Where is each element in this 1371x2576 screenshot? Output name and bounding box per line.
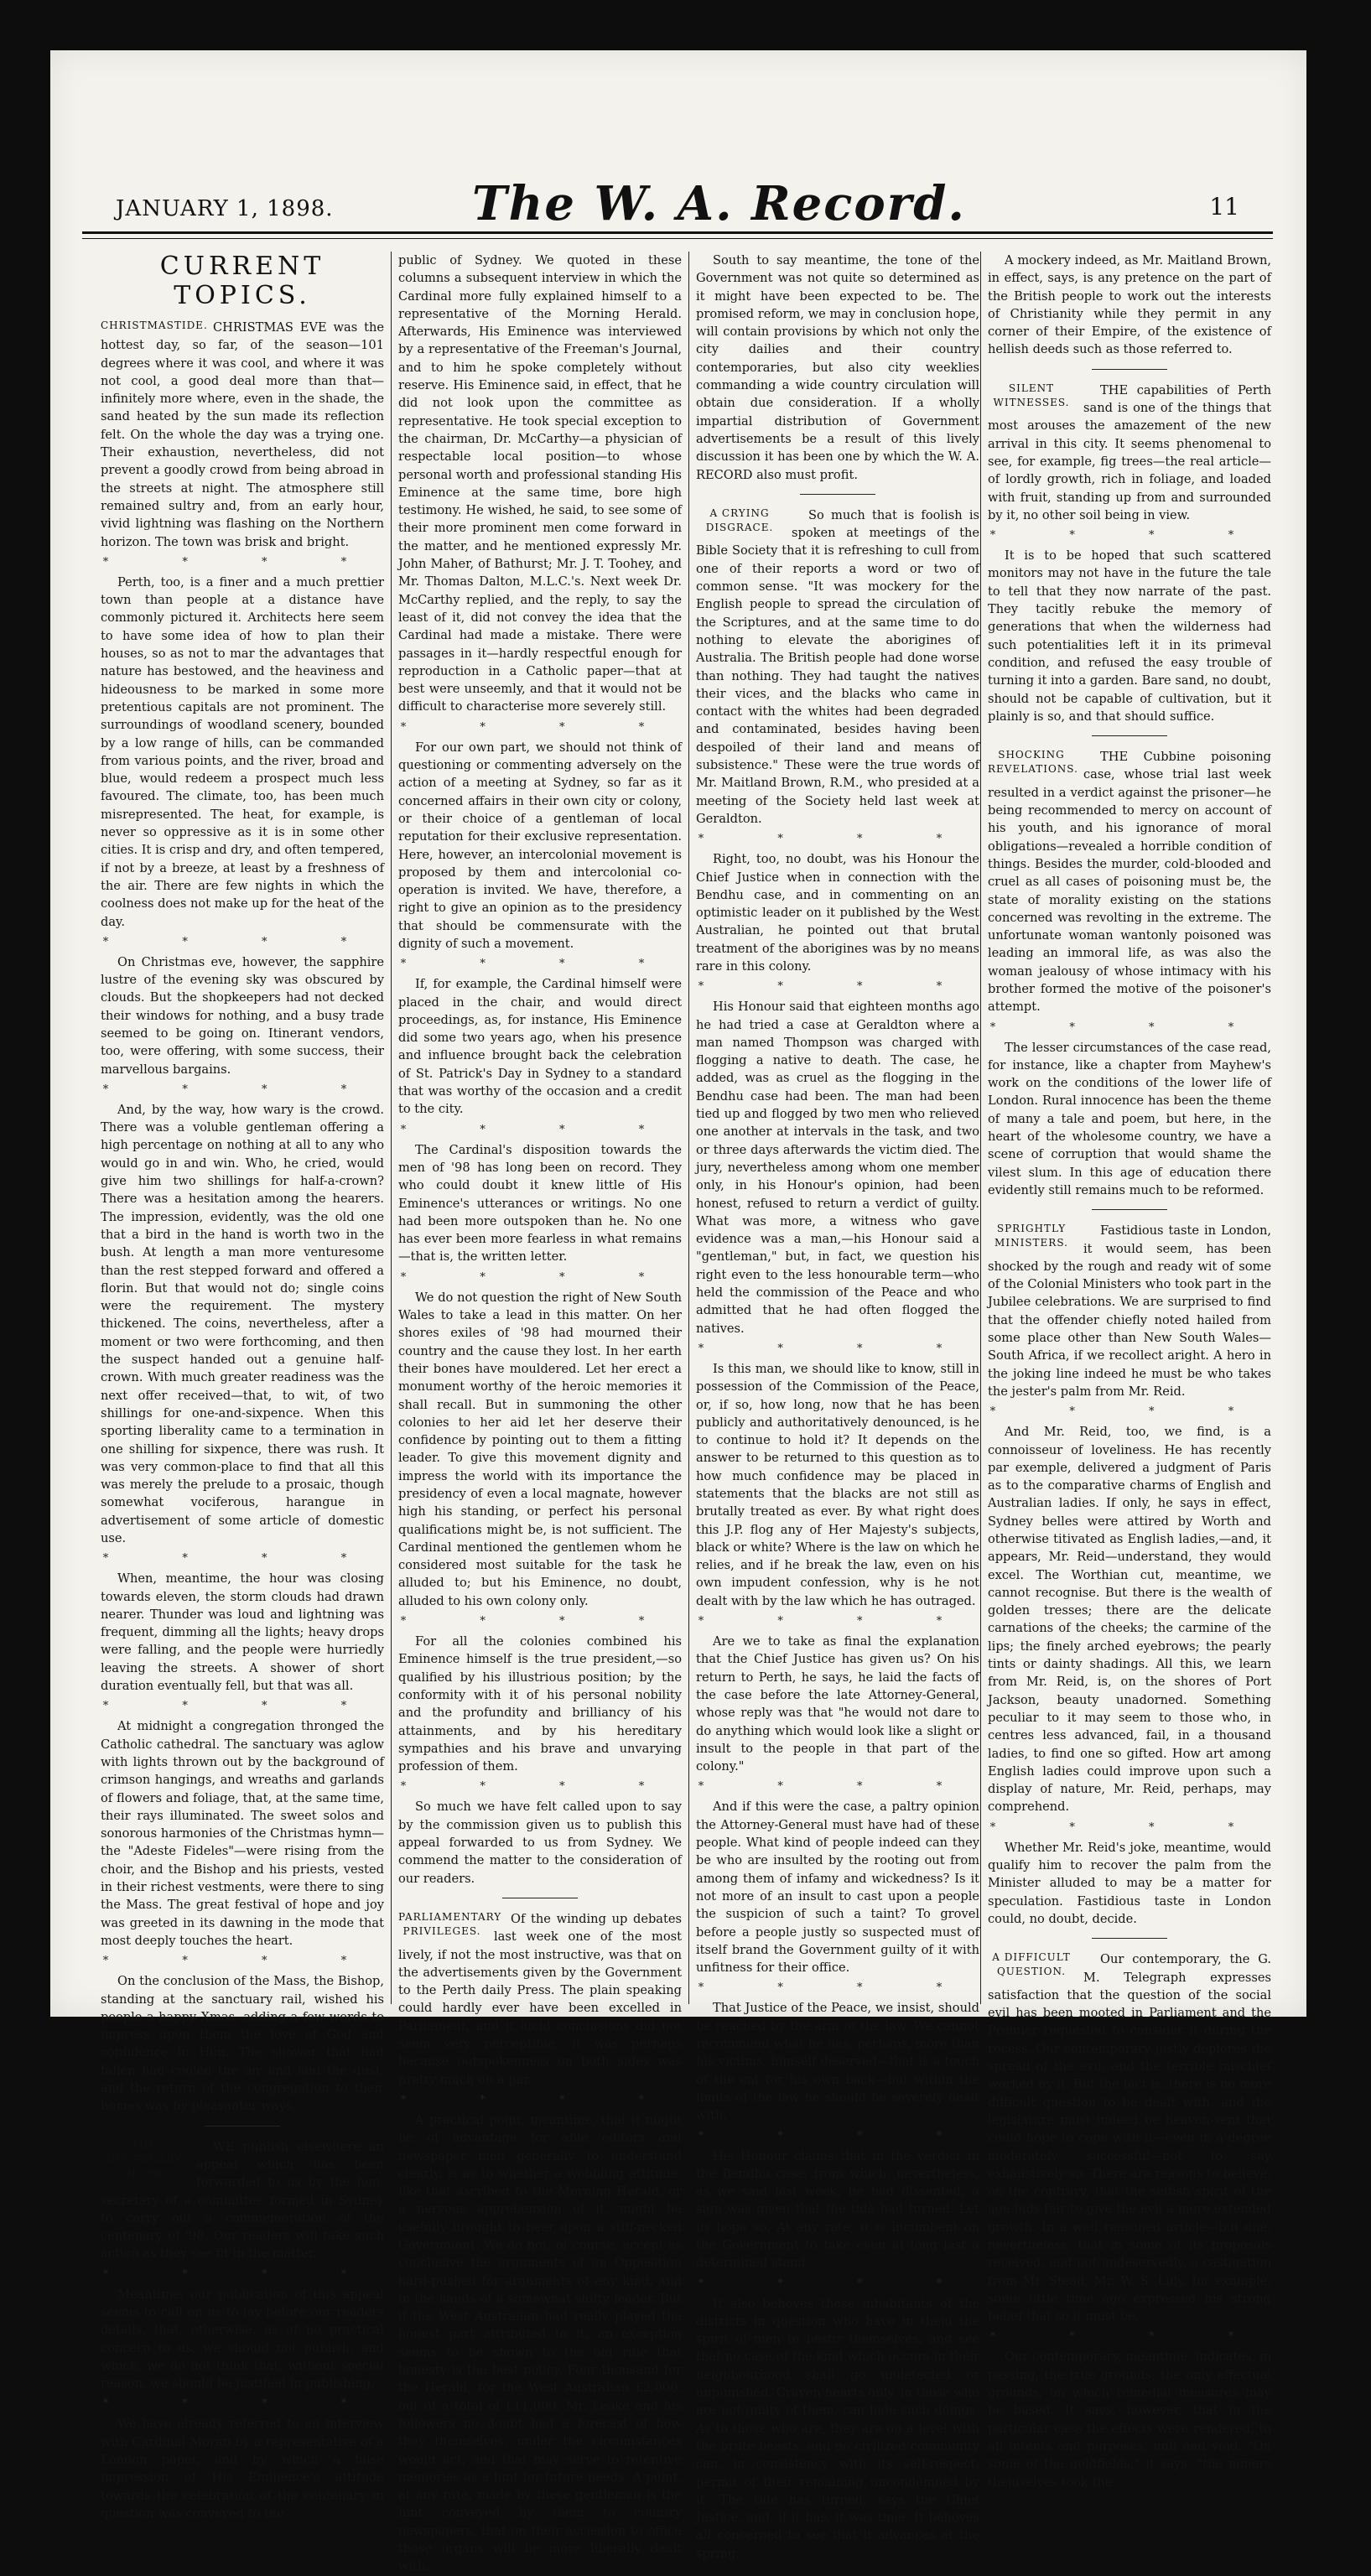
column-3 — [696, 252, 979, 2561]
section-separator: * * * * — [698, 1342, 978, 1355]
section-separator: * * * * — [698, 2277, 978, 2290]
article-rule — [1092, 1938, 1167, 1939]
sidenote-crying-disgrace: A CRYING DISGRACE. — [705, 506, 774, 533]
paragraph: So much we have felt called upon to say by the commission given us to publish this appeal forwarded to us from Sydney. We commend the matter to the consideration of our readers. — [398, 1800, 682, 1886]
paragraph: THE Cubbine poisoning case, whose trial last week resulted in a verdict against the prisoner—he being recommended to mercy on account of his youth, and his ignorance of moral obligations—revealed a horrible condition of things. Besides the murder, cold-blooded and cruel as all cases of poisoning must be, the state of morality existing on the stations concerned was revolting in the extreme. The unfortunate woman wantonly poisoned was leading an immoral life, as was also the woman jealousy of whose intimacy with his brother formed the motive of the poisoner's attempt. — [988, 750, 1271, 1015]
masthead — [82, 176, 1273, 234]
paragraph: Fastidious taste in London, it would seem, has been shocked by the rough and ready wit of some of the Colonial Ministers who took part in the Jubilee celebrations. We are surprised to find that the offender chiefly noted hailed from some place other than New South Wales—South Africa, if we recollect aright. A hero in the joking line indeed he must be who takes the jester's palm from Mr. Reid. — [988, 1223, 1271, 1399]
paragraph: Perth, too, is a finer and a much prettier town than people at a distance have commonly pictured it. Architects here seem to have some idea of how to plan their houses, so as not to mar the advantages that nature has bestowed, and the heaviness and hideousness to be marked in some more pretentious capitals are not prominent. The surroundings of woodland scenery, bounded by a low range of hills, can be commanded from various points, and the river, broad and blue, would redeem a prospect much less favoured. The climate, too, has been much misrepresented. The heat, for example, is never so oppressive as it is in some other cities. It is crisp and dry, and often tempered, if not by a breeze, at least by a freshness of the air. There are few nights in which the coolness does not make up for the heat of the day. — [101, 574, 384, 929]
paragraph: A mockery indeed, as Mr. Maitland Brown, in effect, says, is any pretence on the part of the British people to work out the interests of Christianity while they permit in any corner of their Empire, of the existence of hellish deeds such as those referred to. — [988, 253, 1271, 357]
paragraph: A practical point, meantime, that it might be of advantage for able editors and newspaper men generally to understand clearly, is as to whether a wobbling attitude, like that ascribed to the Morning Herald, or a nervous apprehension of it, might be usefully brought to bear upon a stiff-necked Government. We do not, of course, accept as conclusive the arguments of an Opposition hard-pushed for arguments of any kind, and in the hands of a somewhat shifty leader. But if the West Australian had really played the honest part attributed to it, an exception seems to be shown to the old rule that honesty is the best policy. Four thousand for the Herald; for the West Australian £2,000, out of a total of £11,000. Mr. Leake and his followers no doubt had a forecast of how they themselves, under the circumstances would act, and that may serve to retentive memories as a hint for future needs. A point, at any rate, made by these gentleman is the hint conveyed by them to country newspapers, that on their accession to office those organs will be more liberally dealt with. — [398, 2112, 682, 2574]
paragraph: Whether Mr. Reid's joke, meantime, would qualify him to recover the palm from the Minister alluded to may be a matter for speculation. Fastidious taste in London could, no doubt, decide. — [988, 1840, 1271, 1926]
section-separator: * * * * — [989, 2330, 1270, 2344]
paragraph: On Christmas eve, however, the sapphire lustre of the evening sky was obscured by clouds. But the shopkeepers had not decked their windows for nothing, and a busy trade seemed to be going on. Itinerant vendors, too, were offering, with some success, their marvellous bargains. — [101, 954, 384, 1077]
article-rule — [1092, 735, 1167, 736]
paragraph: We do not question the right of New South Wales to take a lead in this matter. On her shores exiles of '98 had mourned their country and the cause they lost. In her earth their bones have mouldered. Let her erect a monument worthy of the heroic memories it shall recall. But in summoning the other colonies to her aid let her deserve their confidence by pointing out to them a fitting leader. To give this movement dignity and impress the world with its importance the presidency of even a local magnate, however high his standing, or perfect his personal qualifications might be, is not sufficient. The Cardinal mentioned the gentlemen whom he considered most suitable for the task he alluded to; but his Eminence, no doubt, alluded to his own colony only. — [398, 1290, 682, 1608]
section-separator: * * * * — [102, 1552, 382, 1566]
paragraph: Are we to take as final the explanation that the Chief Justice has given us? On his return to Perth, he says, he laid the facts of the case before the late Attorney-General, whose reply was that "he would not dare to do anything which would look like a slight or insult to the people in that part of the colony." — [696, 1634, 979, 1774]
section-separator: * * * * — [102, 1700, 382, 1713]
article-columns — [82, 252, 1273, 2574]
article-rule — [1092, 1209, 1167, 1210]
column-4 — [988, 252, 1271, 2490]
sidenote-shocking-revelations: SHOCKING REVELATIONS. — [988, 749, 1078, 776]
paragraph: When, meantime, the hour was closing towards eleven, the storm clouds had drawn nearer. Thunder was loud and lightning was frequent, dimming all the lights; heavy drops were falling, and the people were hurriedly leaving the streets. A shower of short duration eventually fell, but that was all. — [101, 1571, 384, 1694]
section-separator: * * * * — [400, 1123, 680, 1136]
section-separator: * * * * — [102, 2267, 382, 2281]
paragraph: At midnight a congregation thronged the Catholic cathedral. The sanctuary was aglow with lights thrown out by the background of crimson hangings, and wreaths and garlands of flowers and foliage, that, at the same time, their rays illuminated. The sweet solos and sonorous harmonies of the Christmas hymn—the "Adeste Fideles"—were rising from the choir, and the Bishop and his priests, vested in their richest vestments, were there to sing the Mass. The great festival of hope and joy was greeted in its dawning in the mode that most deeply touches the heart. — [101, 1719, 384, 1948]
newspaper-title: The W. A. Record. — [472, 176, 966, 231]
paragraph: Our contemporary, the G. M. Telegraph expresses satisfaction that the question of the social evil has been mooted in Parliament and the Premier requested to consider it during the recess. Our contemporary justly deplores the spread of the evil, and the terrible mischief worked by it. But the fact is, there is no more difficult question to be dealt with, and the legislature must indeed be heaven-sent that could hope to cope with it—even in a degree moderately successful—not to say exhaustively so. There are reasons to believe, on the contrary, that the selfish spirit of the age bids fair to give the evil a more extended growth. In a well reasoned article—but one, nevertheless, that in some of its proposals received, and not undeservedly, a castigation from Mr. Stead, Mr. W. S. Lilly, for example, some little time ago expressed his strong belief that so it must be. — [988, 1952, 1271, 2324]
section-heading: CURRENT TOPICS. — [159, 252, 325, 310]
column-divider — [391, 252, 392, 2004]
section-separator: * * * * — [400, 958, 680, 971]
column-divider — [688, 252, 689, 2004]
section-separator: * * * * — [698, 1615, 978, 1628]
article-rule — [205, 2126, 280, 2127]
section-separator: * * * * — [989, 1820, 1270, 1834]
section-separator: * * * * — [989, 1405, 1270, 1419]
paragraph: And if this were the case, a paltry opinion the Attorney-General must have had of these people. What kind of people indeed can they be who are insulted by the rooting out from among them of infamy and wickedness? Is it not more of an insult to cast upon a people the suspicion of such a taint? To grovel before a people justly so suspected must of itself brand the Government guilty of it with unfitness for their office. — [696, 1800, 979, 1976]
section-separator: * * * * — [989, 529, 1270, 543]
paragraph: And, by the way, how wary is the crowd. There was a voluble gentleman offering a high percentage on nothing at all to any who would go in and win. Who, he cried, would give him two shillings for half-a-crown? There was a hesitation among the hearers. The impression, evidently, was the old one that a bird in the hand is worth two in the bush. At length a man more venturesome than the rest stepped forward and offered a florin. But that would not do; single coins were the requirement. The mystery thickened. The coins, nevertheless, after a moment or two were forthcoming, and then the suspect handed out a genuine half-crown. With much greater readiness was the next offer received—that, to wit, of two shillings for one-and-sixpence. When this sporting liberality came to a termination in one shilling for sixpence, there was rush. It was very common-place to find that all this was merely the prelude to a prosaic, though somewhat vociferous, harangue in advertisement of some article of domestic use. — [101, 1102, 384, 1545]
paragraph: That Justice of the Peace, we insist, should be reached by the arm of the law. We cannot recommend what he has, perhaps, more than his victims, himself deserved—that is a touch of the cat for his own back—but within the limits of the law he should be severely dealt with. — [696, 2001, 979, 2123]
paragraph: His Honour claims that in the verdict in the Bendhu case, from which, nevertheless, as we said last week, he had dissented, a sign was given that the tide had turned. Let us hope so. At any rate, it is incumbent on the Government to take even at long last a determined stand. — [696, 2148, 979, 2271]
paragraph: For all the colonies combined his Eminence himself is the true president,—so qualified by his illustrious position; by the conformity with it of his personal nobility and the profundity and brilliancy of his attainments, and by his hereditary sympathies and his brave and unvarying profession of them. — [398, 1634, 682, 1774]
paragraph: Of the winding up debates last week one of the most lively, if not the most instructive, was that on the advertisements given by the Government to the Perth daily Press. The plain speaking could hardly ever have been excelled in Parliament, and if lucid conclusions did not seem very perceptible, it was perhaps because outspokenness on both sides was pretty much on a par. — [398, 1911, 682, 2087]
section-separator: * * * * — [698, 1780, 978, 1794]
section-separator: * * * * — [400, 2093, 680, 2106]
section-separator: * * * * — [400, 1270, 680, 1284]
sidenote-centenary: THE CENTENARY OF '98. — [106, 2138, 182, 2179]
paragraph: THE capabilities of Perth sand is one of the things that most arouses the amazement of the new arrival in this city. It seems phenomenal to see, for example, fig trees—the real article—of lordly growth, rich in foliage, and loaded with fruit, standing up from and surrounded by it, no other soil being in view. — [988, 382, 1271, 522]
page-number: 11 — [1209, 193, 1239, 221]
section-separator: * * * * — [102, 555, 382, 569]
paragraph: Is this man, we should like to know, still in possession of the Commission of the Peace, or, if so, how long, now that he has been publicly and authoritatively denounced, is he to continue to hold it? It depends on the answer to be returned to this question as to how much confidence may be placed in statements that the blacks are not still as brutally treated as ever. By what right does this J.P. flog any of Her Majesty's subjects, black or white? Where is the law on which he relies, and if he break the law, even on his own impudent confession, why is he not dealt with by the law which he has outraged. — [696, 1361, 979, 1608]
paragraph: The lesser circumstances of the case read, for instance, like a chapter from Mayhew's work on the conditions of the lower life of London. Rural innocence has been the theme of many a tale and poem, but here, in the heart of the wholesome country, we have a scene of corruption that would shame the vilest slum. In this age of education there evidently still remains much to be reformed. — [988, 1040, 1271, 1197]
paragraph: CHRISTMAS EVE was the hottest day, so far, of the season—101 degrees where it was cool, and where it was not cool, a good deal more than that—infinitely more where, even in the shade, the sand heated by the sun made its reflection felt. On the whole the day was a trying one. Their exhaustion, nevertheless, did not prevent a goodly crowd from being abroad in the streets at night. The atmosphere still remained sultry and, from an early hour, vivid lightning was flashing on the Northern horizon. The town was brisk and bright. — [101, 320, 384, 549]
section-separator: * * * * — [698, 2129, 978, 2142]
paragraph: South to say meantime, the tone of the Government was not quite so determined as it might have been expected to be. The promised reform, we may in conclusion hope, will contain provisions by which not only the city dailies and their country contemporaries, but also city weeklies commanding a wide country circulation will obtain due consideration. If a wholly impartial distribution of Government advertisements be a result of this lively discussion it has been one by which the W. A. RECORD also must profit. — [696, 253, 979, 482]
section-separator: * * * * — [989, 1021, 1270, 1034]
paragraph: WE publish elsewhere an appeal which has been forwarded to us by the hon. secretary of a committee formed in Sydney to carry out a commemoration of the centenary of '98. Our readers will take such action as they see fit in the matter. — [101, 2139, 384, 2262]
paragraph: Right, too, no doubt, was his Honour the Chief Justice when in connection with the Bendhu case, and in commenting on an optimistic leader on it published by the West Australian, he pointed out that brutal treatment of the aborigines was by no means rare in this colony. — [696, 852, 979, 974]
paragraph: public of Sydney. We quoted in these columns a subsequent interview in which the Cardinal more fully explained himself to a representative of the Morning Herald. Afterwards, His Eminence was interviewed by a representative of the Freeman's Journal, and to him he spoke completely without reserve. His Eminence said, in effect, that he did not look upon the committee as representative. He took special exception to the chairman, Dr. McCarthy—a physician of respectable local position—to whose personal worth and professional standing His Eminence at the same time, bore high testimony. He wished, he said, to see some of their more prominent men come forward in the matter, and he mentioned expressly Mr. John Maher, of Bathurst; Mr. J. T. Toohey, and Mr. Thomas Dalton, M.L.C.'s. Next week Dr. McCarthy replied, and the reply, to say the least of it, did not convey the idea that the Cardinal had made a mistake. There were passages in it—hardly respectful enough for reproduction in a Catholic paper—that at best were unseemly, and that it would not be difficult to characterise more severely still. — [398, 253, 682, 714]
paragraph: If, for example, the Cardinal himself were placed in the chair, and would direct proceedings, as, for instance, His Eminence did some two years ago, when his presence and influence brought back the celebration of St. Patrick's Day in Sydney to a standard that was worthy of the occasion and a credit to the city. — [398, 977, 682, 1117]
section-separator: * * * * — [400, 1780, 680, 1794]
section-separator: * * * * — [400, 720, 680, 734]
section-separator: * * * * — [698, 833, 978, 846]
column-2 — [398, 252, 682, 2574]
sidenote-difficult-question: A DIFFICULT QUESTION. — [992, 1951, 1071, 1978]
paragraph: His Honour said that eighteen months ago he had tried a case at Geraldton where a man named Thompson was charged with flogging a native to death. The case, he added, was as cruel as the flogging in the Bendhu case had been. The man had been tied up and flogged by two men who relieved one another at intervals in the task, and two or three days afterwards the victim died. The jury, nevertheless among whom one member only, in his Honour's opinion, had been honest, refused to return a verdict of guilty. What was more, a witness who gave evidence was a man,—his Honour said a "gentleman," but, in fact, we question his right even to the less honourable term—who held the commission of the Peace and who admitted that he had often flogged the natives. — [696, 1000, 979, 1336]
paragraph: On the conclusion of the Mass, the Bishop, standing at the sanctuary rail, wished his people a happy Xmas, adding a few words to impress upon them the love of God and confidence in Him. The shower that had fallen had cooled the air and laid the dust, and the return of the congregation to their homes was by pleasanter ways. — [101, 1974, 384, 2114]
paragraph: So much that is foolish is spoken at meetings of the Bible Society that it is refreshing to cull from one of their reports a word or two of common sense. "It was mockery for the English people to spread the circulation of the Scriptures, and at the same time to do nothing to elevate the aborigines of Australia. The British people had done worse than nothing. They had taught the natives their vices, and the blacks who came in contact with the whites had been degraded and contaminated, besides having been despoiled of their land and means of subsistence." These were the true words of Mr. Maitland Brown, R.M., who presided at a meeting of the Society held last week at Geraldton. — [696, 507, 979, 826]
section-separator: * * * * — [698, 980, 978, 994]
section-separator: * * * * — [102, 2397, 382, 2411]
newspaper-page — [50, 50, 1306, 2574]
section-separator: * * * * — [698, 1981, 978, 1995]
paragraph: And Mr. Reid, too, we find, is a connoisseur of loveliness. He has recently par exemple, delivered a judgment of Paris as to the comparative charms of English and Australian ladies. If only, he says in effect, Sydney belles were attired by Worth and otherwise titivated as English ladies,—and, it appears, Mr. Reid—understand, they would excel. The Worthian cut, meantime, we cannot recognise. But there is the wealth of golden tresses; there are the delicate carnations of the cheeks; the carmine of the lips; the finely arched eyebrows; the pearly tints or dainty shadings. All this, we learn from Mr. Reid, is, on the shores of Port Jackson, beauty unadorned. Something peculiar to it may seem to those who, in centres less advanced, fail, in a thousand ladies, to find one so gifted. How art among English ladies could improve upon such a display of nature, Mr. Reid, perhaps, may comprehend. — [988, 1425, 1271, 1815]
article-rule — [1092, 369, 1167, 370]
paragraph: Meantime, our publication of this appeal seems to call on us to lay before our readers details, that, otherwise, as of no practical concern to us, we should not publish, and which, we do not think that, without special reason, we should be justified in publishing. — [101, 2287, 384, 2392]
masthead-rule — [82, 238, 1273, 239]
section-separator: * * * * — [102, 1083, 382, 1096]
paragraph: The Cardinal's disposition towards the men of '98 has long been on record. They who could doubt it knew little of His Eminence's utterances or writings. No one had been more outspoken than he. No one has ever been more fearless in what remains—that is, the written letter. — [398, 1142, 682, 1265]
sidenote-sprightly-ministers: SPRIGHTLY MINISTERS. — [994, 1223, 1068, 1249]
paragraph: We have already referred to an interview with Cardinal Moran by a representative of a London paper, and by which a false impression of His Eminence's attitude towards the celebration of the centenary in question was conveyed to the — [101, 2417, 384, 2521]
column-1 — [101, 252, 384, 2521]
sidenote-silent-witnesses: SILENT WITNESSES. — [993, 382, 1070, 408]
section-separator: * * * * — [102, 935, 382, 948]
paragraph: It is to be hoped that such scattered monitors may not have in the future the tale to tell that they now narrate of the past. They tacitly rebuke the memory of generations that when the wilderness had such potentialities left it in its primeval condition, and refused the easy trouble of turning it into a garden. Bare sand, no doubt, should not be capable of cultivation, but it plainly is so, and that should suffice. — [988, 548, 1271, 724]
section-separator: * * * * — [400, 1615, 680, 1628]
sidenote-parliamentary: PARLIAMENTARY PRIVILEGES. — [398, 1910, 502, 1937]
column-divider — [980, 252, 981, 2004]
section-separator: * * * * — [102, 1955, 382, 1968]
issue-date: JANUARY 1, 1898. — [116, 196, 334, 221]
paragraph: For our own part, we should not think of questioning or commenting adversely on the action of a meeting at Sydney, so far as it concerned affairs in their own city or colony, or their choice of a gentleman of local reputation for their exclusive representation. Here, however, an intercolonial movement is proposed by them and intercolonial co-operation is invited. We have, therefore, a right to give an opinion as to the presidency that should be commensurate with the dignity of such a movement. — [398, 740, 682, 951]
paragraph: Our contemporary, meantime, indicates, in passing, the true grounds, the only effectual grounds, on which remedial measures may be based. It says, however, that in the particular case the effects were rendered, to all intents and purposes, null and void. "On some of the goldfields," it says, "the miners themselves took the — [988, 2350, 1271, 2490]
sidenote-christmastide: CHRISTMASTIDE. — [101, 319, 208, 331]
paragraph: It also behoves those inhabitants of the districts in question who have in them the spirit of men to bestir themselves, and see that no case of the kind which occurs in their neighbourhood shall go undetected or unpunished. Craven hearts only, in those who are not guilty of them, can hide such doings. As to those who are, they are on a level with the brute beasts, and no civilized community can, in consistency with its self-respect, permit of their remaining uncondemned by it. The tide has turned, says the Chief Justice, and, if it has, it was time. It behoves all concerned to see that it advances at the spring. — [696, 2296, 979, 2561]
article-rule — [800, 494, 875, 495]
